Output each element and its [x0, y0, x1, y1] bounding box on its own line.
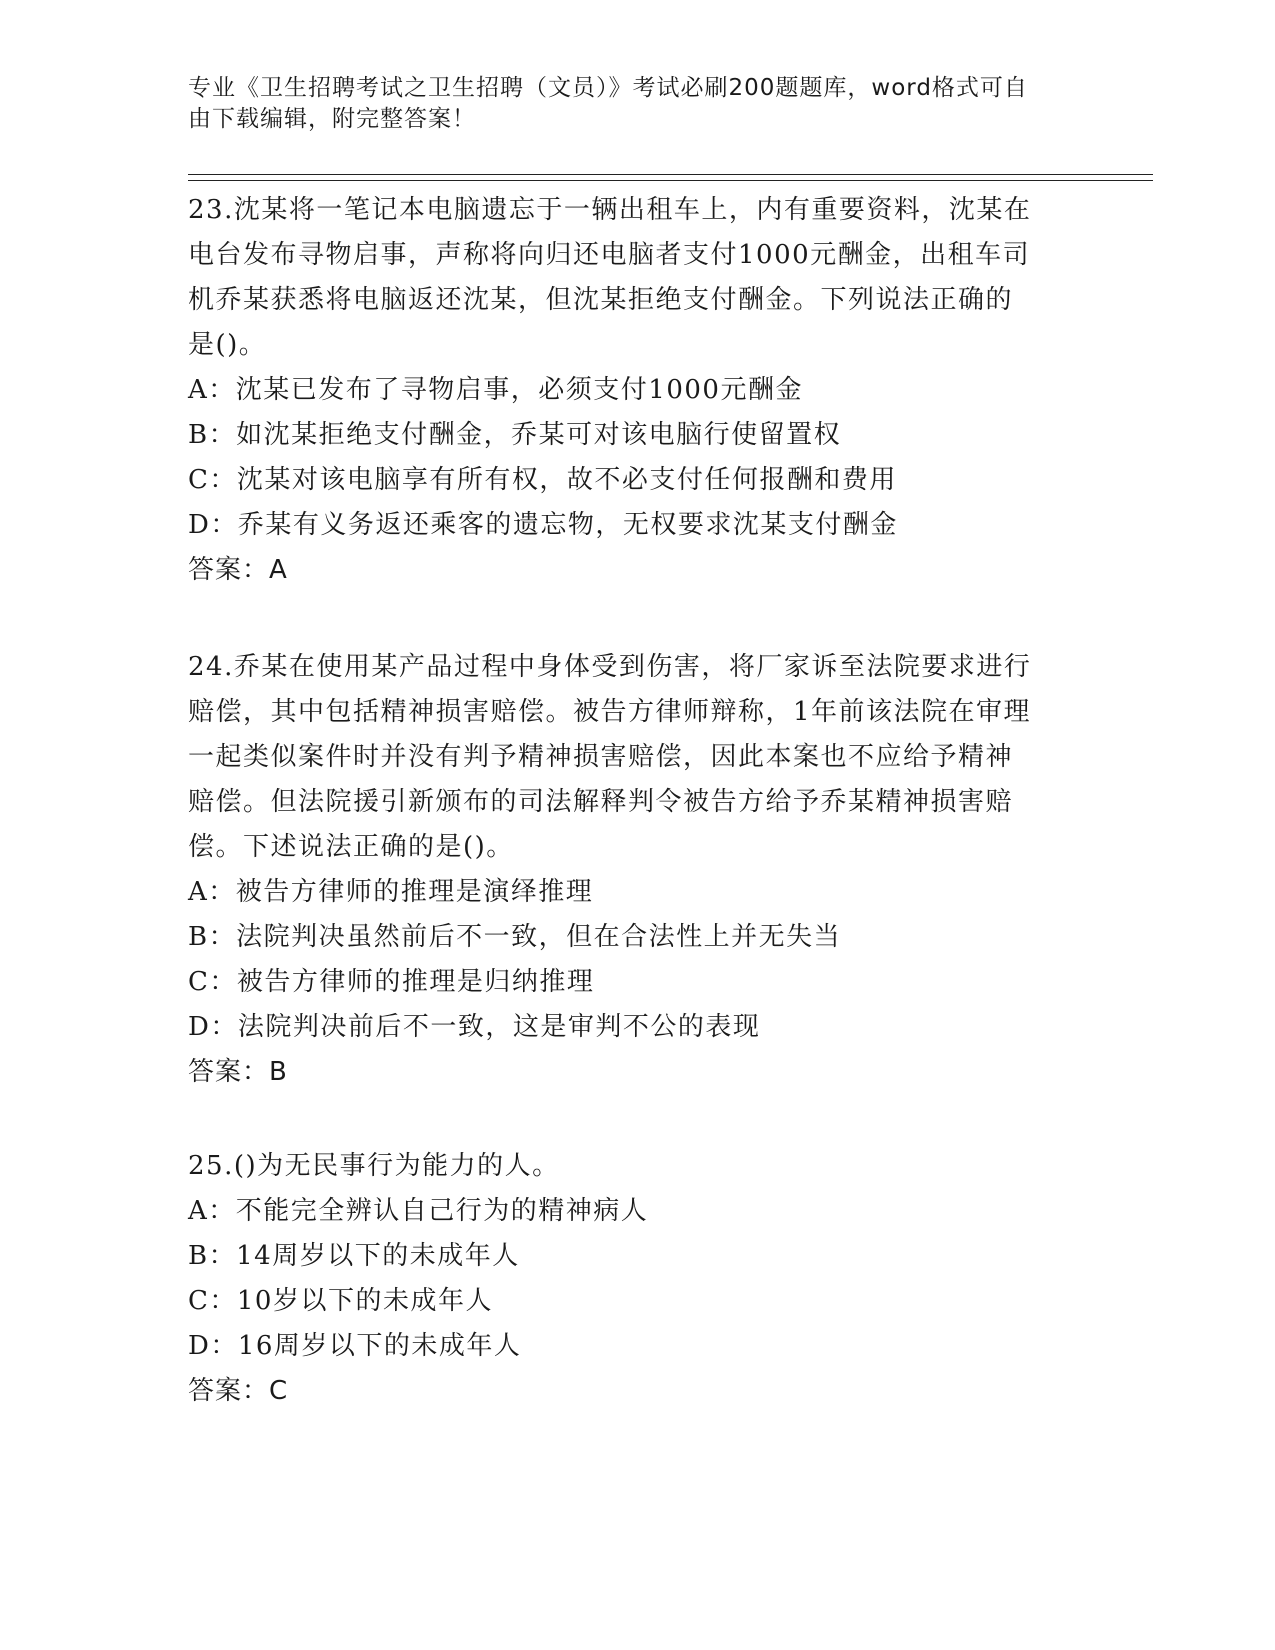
answer-label: 答案：C: [188, 1376, 289, 1406]
option-d: D：乔某有义务返还乘客的遗忘物，无权要求沈某支付酬金: [188, 510, 898, 540]
question-23: [188, 188, 1088, 593]
question-stem-line: 赔偿，其中包括精神损害赔偿。被告方律师辩称，1年前该法院在审理: [188, 697, 1032, 727]
option-a: A：沈某已发布了寻物启事，必须支付1000元酬金: [188, 375, 803, 405]
answer-label: 答案：A: [188, 555, 288, 585]
question-24: [188, 645, 1088, 1095]
option-b: B：14周岁以下的未成年人: [188, 1241, 520, 1271]
header-divider-bottom: [188, 180, 1153, 181]
question-stem-line: 赔偿。但法院援引新颁布的司法解释判令被告方给予乔某精神损害赔: [188, 787, 1014, 817]
question-25: [188, 1144, 1088, 1414]
question-stem-line: 偿。下述说法正确的是()。: [188, 832, 514, 862]
header-divider-top: [188, 174, 1153, 175]
header-line-1: 专业《卫生招聘考试之卫生招聘（文员）》考试必刷200题题库，word格式可自: [188, 75, 1028, 101]
option-b: B：如沈某拒绝支付酬金，乔某可对该电脑行使留置权: [188, 420, 842, 450]
question-stem-line: 24.乔某在使用某产品过程中身体受到伤害，将厂家诉至法院要求进行: [188, 652, 1032, 682]
option-c: C：被告方律师的推理是归纳推理: [188, 967, 595, 997]
option-b: B：法院判决虽然前后不一致，但在合法性上并无失当: [188, 922, 842, 952]
option-c: C：沈某对该电脑享有所有权，故不必支付任何报酬和费用: [188, 465, 897, 495]
option-d: D：16周岁以下的未成年人: [188, 1331, 522, 1361]
option-a: A：被告方律师的推理是演绎推理: [188, 877, 594, 907]
question-stem-line: 是()。: [188, 330, 267, 360]
option-a: A：不能完全辨认自己行为的精神病人: [188, 1196, 649, 1226]
option-d: D：法院判决前后不一致，这是审判不公的表现: [188, 1012, 761, 1042]
header-line-2: 由下载编辑，附完整答案！: [188, 106, 476, 132]
question-stem-line: 机乔某获悉将电脑返还沈某，但沈某拒绝支付酬金。下列说法正确的: [188, 285, 1014, 315]
question-stem-line: 25.()为无民事行为能力的人。: [188, 1151, 560, 1181]
document-header: [188, 73, 1068, 135]
question-stem-line: 电台发布寻物启事，声称将向归还电脑者支付1000元酬金，出租车司: [188, 240, 1031, 270]
question-stem-line: 23.沈某将一笔记本电脑遗忘于一辆出租车上，内有重要资料，沈某在: [188, 195, 1032, 225]
answer-label: 答案：B: [188, 1057, 288, 1087]
option-c: C：10岁以下的未成年人: [188, 1286, 493, 1316]
question-stem-line: 一起类似案件时并没有判予精神损害赔偿，因此本案也不应给予精神: [188, 742, 1014, 772]
